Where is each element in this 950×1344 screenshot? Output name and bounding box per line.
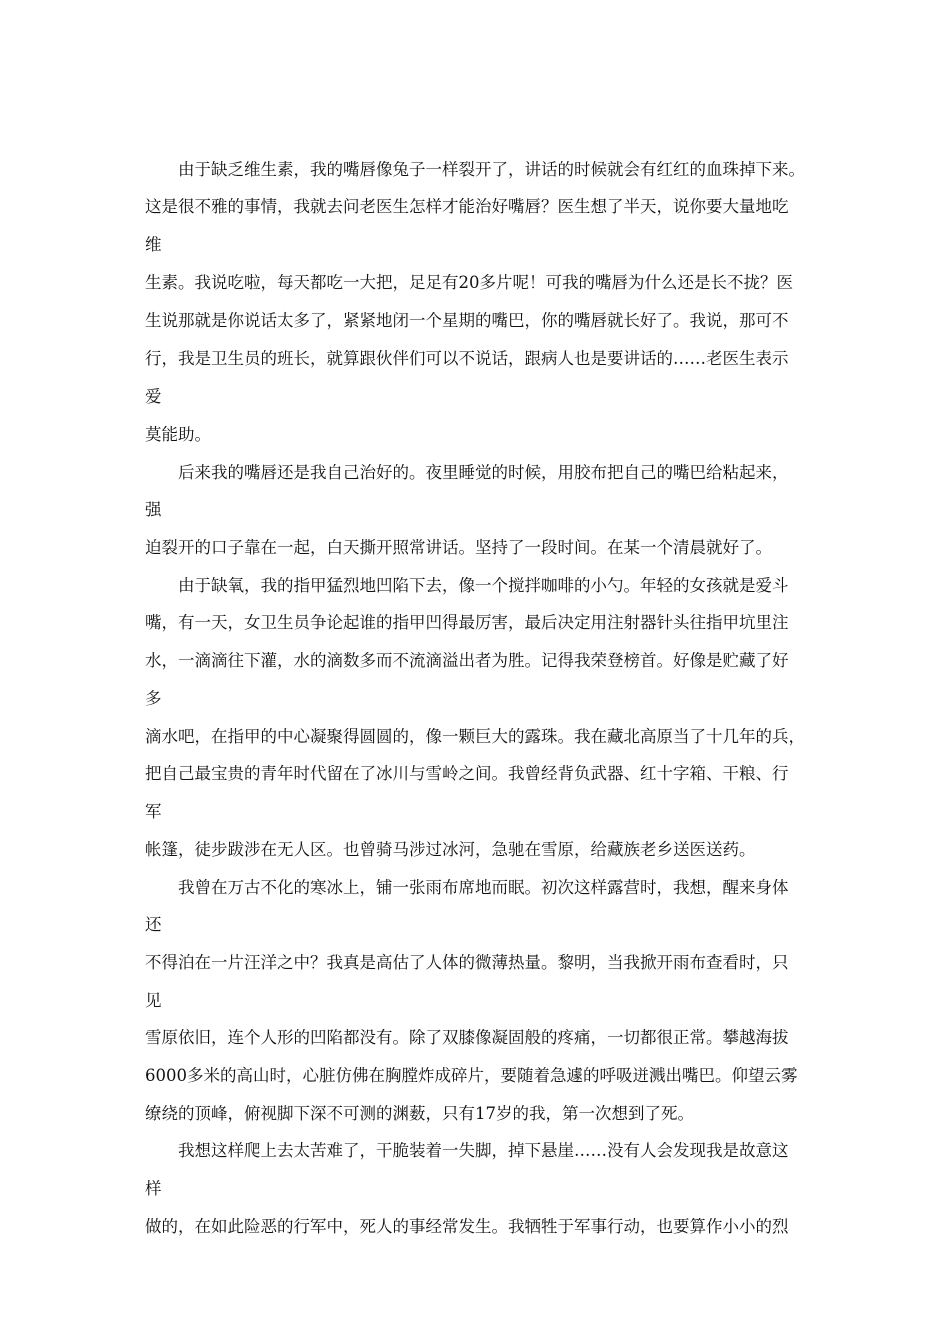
text-line: 帐篷，徒步跋涉在无人区。也曾骑马涉过冰河，急驰在雪原，给藏族老乡送医送药。 — [145, 840, 756, 859]
text-line: 爱 — [145, 387, 162, 406]
text-line: 莫能助。 — [145, 425, 211, 444]
text-line: 由于缺乏维生素，我的嘴唇像兔子一样裂开了，讲话的时候就会有红红的血珠掉下来。 — [178, 160, 805, 179]
text-line: 把自己最宝贵的青年时代留在了冰川与雪岭之间。我曾经背负武器、红十字箱、干粮、行 — [145, 764, 789, 783]
text-line: 强 — [145, 500, 162, 519]
text-line: 见 — [145, 991, 162, 1010]
text-line: 滴水吧，在指甲的中心凝聚得圆圆的，像一颗巨大的露珠。我在藏北高原当了十几年的兵， — [145, 727, 805, 746]
text-line: 缭绕的顶峰，俯视脚下深不可测的渊薮，只有17岁的我，第一次想到了死。 — [145, 1104, 694, 1123]
text-line: 还 — [145, 915, 162, 934]
text-line: 我曾在万古不化的寒冰上，铺一张雨布席地而眠。初次这样露营时，我想，醒来身体 — [178, 878, 789, 897]
text-line: 生说那就是你说话太多了，紧紧地闭一个星期的嘴巴，你的嘴唇就长好了。我说，那可不 — [145, 311, 789, 330]
text-line: 行，我是卫生员的班长，就算跟伙伴们可以不说话，跟病人也是要讲话的……老医生表示 — [145, 349, 789, 368]
text-line: 多 — [145, 689, 162, 708]
text-line: 军 — [145, 802, 162, 821]
text-line: 水，一滴滴往下灌，水的滴数多而不流滴溢出者为胜。记得我荣登榜首。好像是贮藏了好 — [145, 651, 789, 670]
text-line: 我想这样爬上去太苦难了，干脆装着一失脚，掉下悬崖……没有人会发现我是故意这 — [178, 1141, 789, 1160]
text-line: 这是很不雅的事情，我就去问老医生怎样才能治好嘴唇？医生想了半天，说你要大量地吃 — [145, 197, 789, 216]
text-line: 不得泊在一片汪洋之中？我真是高估了人体的微薄热量。黎明，当我掀开雨布查看时，只 — [145, 953, 789, 972]
text-line: 样 — [145, 1179, 162, 1198]
text-line: 由于缺氧，我的指甲猛烈地凹陷下去，像一个搅拌咖啡的小勺。年轻的女孩就是爱斗 — [178, 576, 789, 595]
text-line: 做的，在如此险恶的行军中，死人的事经常发生。我牺牲于军事行动，也要算作小小的烈 — [145, 1217, 789, 1236]
text-line: 雪原依旧，连个人形的凹陷都没有。除了双膝像凝固般的疼痛，一切都很正常。攀越海拔 — [145, 1028, 789, 1047]
text-line: 生素。我说吃啦，每天都吃一大把，足足有20多片呢！可我的嘴唇为什么还是长不拢？医 — [145, 273, 793, 292]
text-line: 嘴，有一天，女卫生员争论起谁的指甲凹得最厉害，最后决定用注射器针头往指甲坑里注 — [145, 613, 789, 632]
text-line: 6000多米的高山时，心脏仿佛在胸膛炸成碎片，要随着急遽的呼吸迸溅出嘴巴。仰望云雾 — [145, 1066, 798, 1085]
text-line: 迫裂开的口子靠在一起，白天撕开照常讲话。坚持了一段时间。在某一个清晨就好了。 — [145, 538, 772, 557]
text-line: 后来我的嘴唇还是我自己治好的。夜里睡觉的时候，用胶布把自己的嘴巴给粘起来， — [178, 463, 789, 482]
text-line: 维 — [145, 235, 162, 254]
